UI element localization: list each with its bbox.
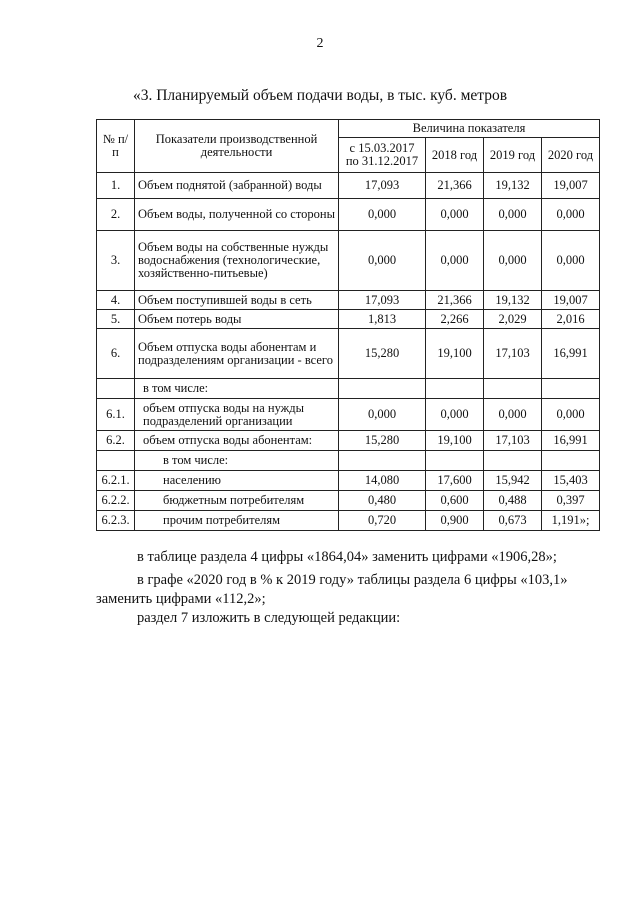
row-label: Объем воды, полученной со стороны xyxy=(135,199,339,231)
row-value: 0,000 xyxy=(542,399,600,431)
row-num: 6.1. xyxy=(97,399,135,431)
row-value xyxy=(339,451,426,471)
row-value: 0,000 xyxy=(426,199,484,231)
page-number: 2 xyxy=(316,36,324,51)
paragraph-table6-change-line2: заменить цифрами «112,2»; xyxy=(96,591,266,607)
table-row xyxy=(97,431,600,451)
row-value xyxy=(542,451,600,471)
table-row xyxy=(97,511,600,531)
row-value: 17,600 xyxy=(426,471,484,491)
row-value xyxy=(339,379,426,399)
row-value: 2,266 xyxy=(426,310,484,329)
row-value xyxy=(484,379,542,399)
row-value: 15,403 xyxy=(542,471,600,491)
row-num: 6.2.1. xyxy=(97,471,135,491)
row-value: 0,900 xyxy=(426,511,484,531)
row-value: 16,991 xyxy=(542,329,600,379)
row-value: 0,720 xyxy=(339,511,426,531)
row-value: 0,000 xyxy=(542,231,600,291)
row-value: 19,007 xyxy=(542,173,600,199)
row-num: 4. xyxy=(97,291,135,310)
row-num: 6.2.3. xyxy=(97,511,135,531)
water-supply-table xyxy=(96,119,600,531)
table-row xyxy=(97,199,600,231)
header-indicator: Показатели производственной деятельности xyxy=(135,120,339,173)
row-value: 19,100 xyxy=(426,431,484,451)
row-value: 0,000 xyxy=(339,231,426,291)
row-num: 6.2.2. xyxy=(97,491,135,511)
row-value: 17,103 xyxy=(484,431,542,451)
row-value: 21,366 xyxy=(426,291,484,310)
row-label: Объем потерь воды xyxy=(135,310,339,329)
table-row xyxy=(97,399,600,431)
paragraph-section7: раздел 7 изложить в следующей редакции: xyxy=(137,610,401,626)
row-label: Объем поступившей воды в сеть xyxy=(135,291,339,310)
row-num: 6. xyxy=(97,329,135,379)
table-title: «3. Планируемый объем подачи воды, в тыс. куб. метров xyxy=(132,87,508,104)
row-value: 19,100 xyxy=(426,329,484,379)
table-row xyxy=(97,291,600,310)
row-value: 16,991 xyxy=(542,431,600,451)
paragraph-table4-change: в таблице раздела 4 цифры «1864,04» заменить цифрами «1906,28»; xyxy=(137,549,557,565)
row-value xyxy=(484,451,542,471)
row-label: объем отпуска воды абонентам: xyxy=(135,431,339,451)
row-value: 0,000 xyxy=(339,199,426,231)
header-period-1: с 15.03.2017 по 31.12.2017 xyxy=(339,138,426,173)
row-value: 17,103 xyxy=(484,329,542,379)
row-num: 1. xyxy=(97,173,135,199)
row-value: 0,000 xyxy=(484,231,542,291)
row-value: 0,000 xyxy=(426,231,484,291)
row-value: 19,132 xyxy=(484,291,542,310)
table-row xyxy=(97,310,600,329)
table-row xyxy=(97,451,600,471)
row-value: 1,813 xyxy=(339,310,426,329)
row-value: 0,397 xyxy=(542,491,600,511)
table-row xyxy=(97,329,600,379)
row-value: 0,480 xyxy=(339,491,426,511)
row-value: 0,488 xyxy=(484,491,542,511)
table-row xyxy=(97,173,600,199)
row-num: 5. xyxy=(97,310,135,329)
table-row xyxy=(97,471,600,491)
row-label: Объем поднятой (забранной) воды xyxy=(135,173,339,199)
row-label: в том числе: xyxy=(135,379,339,399)
row-value: 2,029 xyxy=(484,310,542,329)
row-label: прочим потребителям xyxy=(135,511,339,531)
row-value: 0,000 xyxy=(484,399,542,431)
row-value xyxy=(426,451,484,471)
row-label: населению xyxy=(135,471,339,491)
header-value-group: Величина показателя xyxy=(339,120,600,138)
row-num xyxy=(97,379,135,399)
row-value: 1,191»; xyxy=(542,511,600,531)
row-value: 19,132 xyxy=(484,173,542,199)
row-value xyxy=(542,379,600,399)
header-period-3: 2019 год xyxy=(484,138,542,173)
row-value: 21,366 xyxy=(426,173,484,199)
row-value: 0,000 xyxy=(426,399,484,431)
row-value: 15,280 xyxy=(339,329,426,379)
row-num xyxy=(97,451,135,471)
row-value: 0,000 xyxy=(339,399,426,431)
header-period-4: 2020 год xyxy=(542,138,600,173)
row-value: 0,000 xyxy=(484,199,542,231)
row-value: 19,007 xyxy=(542,291,600,310)
row-value: 2,016 xyxy=(542,310,600,329)
row-label: в том числе: xyxy=(135,451,339,471)
table-row xyxy=(97,491,600,511)
row-value: 17,093 xyxy=(339,291,426,310)
table-row xyxy=(97,379,600,399)
row-label: бюджетным потребителям xyxy=(135,491,339,511)
row-value xyxy=(426,379,484,399)
row-value: 15,280 xyxy=(339,431,426,451)
row-label: объем отпуска воды на нужды подразделений организации xyxy=(135,399,339,431)
header-period-2: 2018 год xyxy=(426,138,484,173)
row-num: 2. xyxy=(97,199,135,231)
row-value: 17,093 xyxy=(339,173,426,199)
header-num: № п/п xyxy=(97,120,135,173)
row-num: 6.2. xyxy=(97,431,135,451)
row-value: 0,000 xyxy=(542,199,600,231)
row-value: 0,600 xyxy=(426,491,484,511)
row-value: 15,942 xyxy=(484,471,542,491)
row-num: 3. xyxy=(97,231,135,291)
row-label: Объем отпуска воды абонентам и подразделениям организации - всего xyxy=(135,329,339,379)
row-value: 0,673 xyxy=(484,511,542,531)
row-value: 14,080 xyxy=(339,471,426,491)
row-label: Объем воды на собственные нужды водоснабжения (технологические, хозяйственно-питьевые) xyxy=(135,231,339,291)
paragraph-table6-change-line1: в графе «2020 год в % к 2019 году» таблицы раздела 6 цифры «103,1» xyxy=(137,572,568,588)
table-row xyxy=(97,231,600,291)
